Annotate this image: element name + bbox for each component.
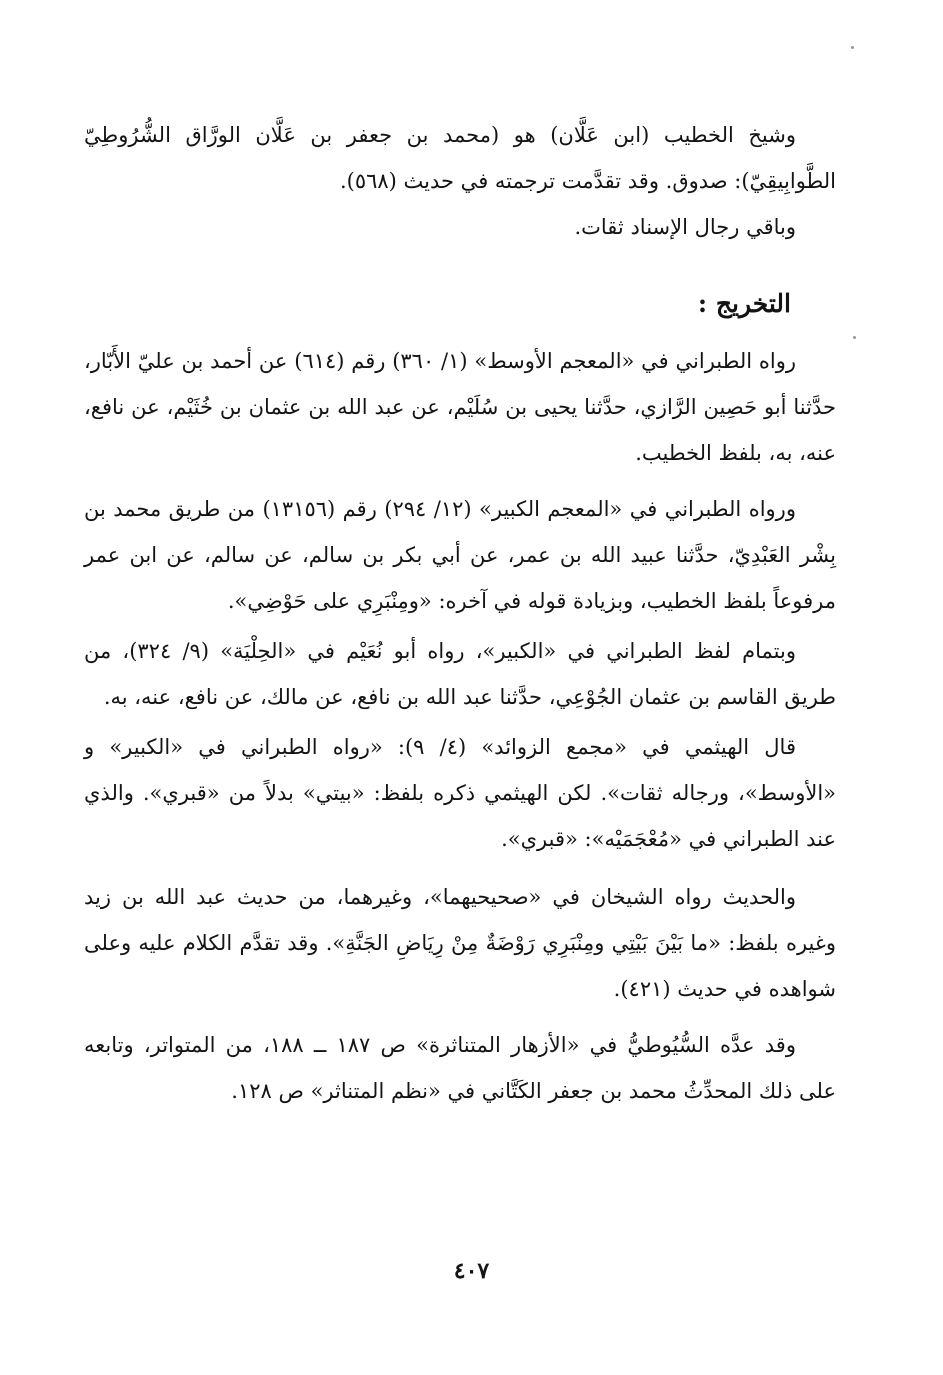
narrator-note-paragraph: وباقي رجال الإسناد ثقات. <box>574 215 796 239</box>
takhrij-paragraph: والحديث رواه الشيخان في «صحيحيهما»، وغيرهما، من حديث عبد الله بن زيد وغيره بلفظ: «ما بَيْنَ بَيْتِي ومِنْبَرِي رَوْضَةٌ مِنْ رِيَاضِ الجَنَّةِ». وقد تقدَّم الكلام عليه وعلى شواهده في حديث (٤٢١). <box>84 885 836 1001</box>
narrator-note-paragraph: وشيخ الخطيب (ابن عَلَّان) هو (محمد بن جعفر بن عَلَّان الورَّاق الشُّرُوطِيّ الطَّوابِيقِيّ): صدوق. وقد تقدَّمت ترجمته في حديث (٥٦٨). <box>84 123 836 193</box>
takhrij-paragraph: رواه الطبراني في «المعجم الأوسط» (١/ ٣٦٠) رقم (٦١٤) عن أحمد بن عليّ الأَبّار، حدَّثنا أبو حَصِين الرَّازي، حدَّثنا يحيى بن سُلَيْم، عن عبد الله بن عثمان بن خُثَيْم، عن نافع، عنه، به، بلفظ الخطيب. <box>84 349 836 465</box>
takhrij-heading: التخريج : <box>697 289 791 318</box>
page-number: ٤٠٧ <box>453 1258 490 1284</box>
takhrij-paragraph: وقد عدَّه السُّيُوطيُّ في «الأزهار المتناثرة» ص ١٨٧ ــ ١٨٨، من المتواتر، وتابعه على ذلك المحدِّثُ محمد بن جعفر الكَتَّاني في «نظم المتناثر» ص ١٢٨. <box>84 1033 836 1103</box>
takhrij-paragraph: ورواه الطبراني في «المعجم الكبير» (١٢/ ٢٩٤) رقم (١٣١٥٦) من طريق محمد بن بِشْر العَبْدِيّ، حدَّثنا عبيد الله بن عمر، عن أبي بكر بن سالم، عن سالم، عن ابن عمر مرفوعاً بلفظ الخطيب، وبزيادة قوله في آخره: «ومِنْبَرِي على حَوْضِي». <box>84 497 836 613</box>
margin-speck-middle <box>853 336 856 339</box>
takhrij-body <box>84 338 836 1114</box>
margin-speck-top <box>851 46 854 49</box>
narrator-note-block <box>84 112 836 250</box>
takhrij-paragraph: وبتمام لفظ الطبراني في «الكبير»، رواه أبو نُعَيْم في «الحِلْيَة» (٩/ ٣٢٤)، من طريق القاسم بن عثمان الجُوْعِي، حدَّثنا عبد الله بن نافع، عن مالك، عن نافع، عنه، به. <box>84 639 836 709</box>
takhrij-paragraph: قال الهيثمي في «مجمع الزوائد» (٤/ ٩): «رواه الطبراني في «الكبير» و «الأوسط»، ورجاله ثقات». لكن الهيثمي ذكره بلفظ: «بيتي» بدلاً من «قبري». والذي عند الطبراني في «مُعْجَمَيْه»: «قبري». <box>84 735 836 851</box>
